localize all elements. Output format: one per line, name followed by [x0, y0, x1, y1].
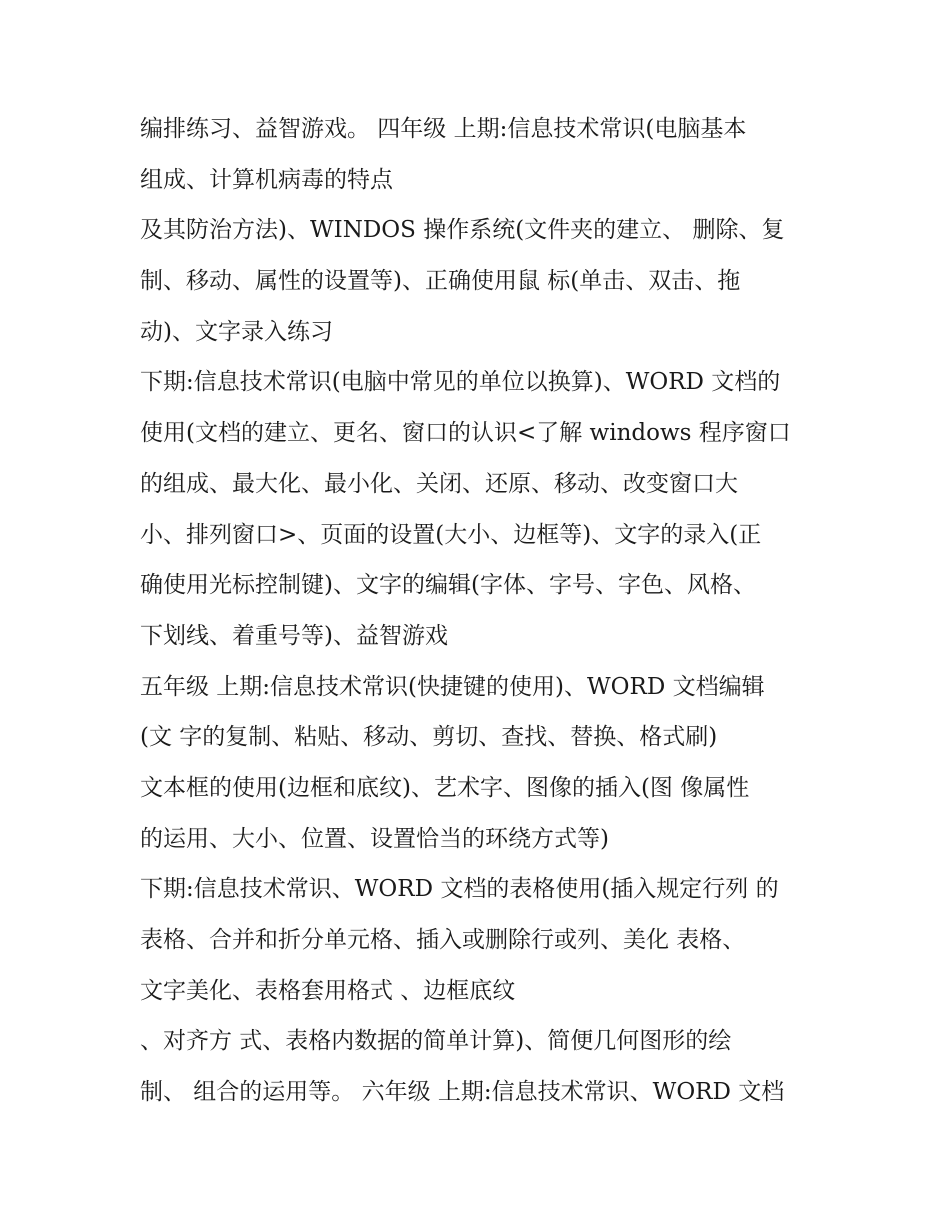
text-line: 表格、合并和折分单元格、插入或删除行或列、美化 表格、: [140, 927, 746, 953]
text-line: 五年级 上期:信息技术常识(快捷键的使用)、WORD 文档编辑: [140, 673, 765, 700]
text-line: (文 字的复制、粘贴、移动、剪切、查找、替换、格式刷): [140, 724, 718, 751]
text-line: 文本框的使用(边框和底纹)、艺术字、图像的插入(图 像属性: [140, 774, 750, 801]
text-line: 小、排列窗口>、页面的设置(大小、边框等)、文字的录入(正: [140, 521, 762, 548]
text-line: 下划线、着重号等)、益智游戏: [140, 622, 448, 649]
text-line: 及其防治方法)、WINDOS 操作系统(文件夹的建立、 删除、复: [140, 217, 785, 244]
text-line: 编排练习、益智游戏。 四年级 上期:信息技术常识(电脑基本: [140, 116, 747, 142]
text-line: 制、 组合的运用等。 六年级 上期:信息技术常识、WORD 文档: [140, 1079, 785, 1106]
text-line: 的运用、大小、位置、设置恰当的环绕方式等): [140, 825, 609, 852]
text-line: 确使用光标控制键)、文字的编辑(字体、字号、字色、风格、: [140, 572, 756, 599]
text-line: 组成、计算机病毒的特点: [140, 166, 393, 193]
text-line: 文字美化、表格套用格式 、边框底纹: [140, 977, 516, 1004]
text-line: 下期:信息技术常识、WORD 文档的表格使用(插入规定行列 的: [140, 876, 779, 903]
document-body: [140, 104, 820, 1118]
text-line: 制、移动、属性的设置等)、正确使用鼠 标(单击、双击、拖: [140, 268, 741, 295]
text-line: 使用(文档的建立、更名、窗口的认识<了解 windows 程序窗口: [140, 420, 791, 447]
text-line: 动)、文字录入练习: [140, 318, 333, 345]
text-line: 下期:信息技术常识(电脑中常见的单位以换算)、WORD 文档的: [140, 369, 781, 396]
text-line: 、对齐方 式、表格内数据的简单计算)、简便几何图形的绘: [140, 1028, 732, 1055]
text-line: 的组成、最大化、最小化、关闭、还原、移动、改变窗口大: [140, 470, 738, 497]
